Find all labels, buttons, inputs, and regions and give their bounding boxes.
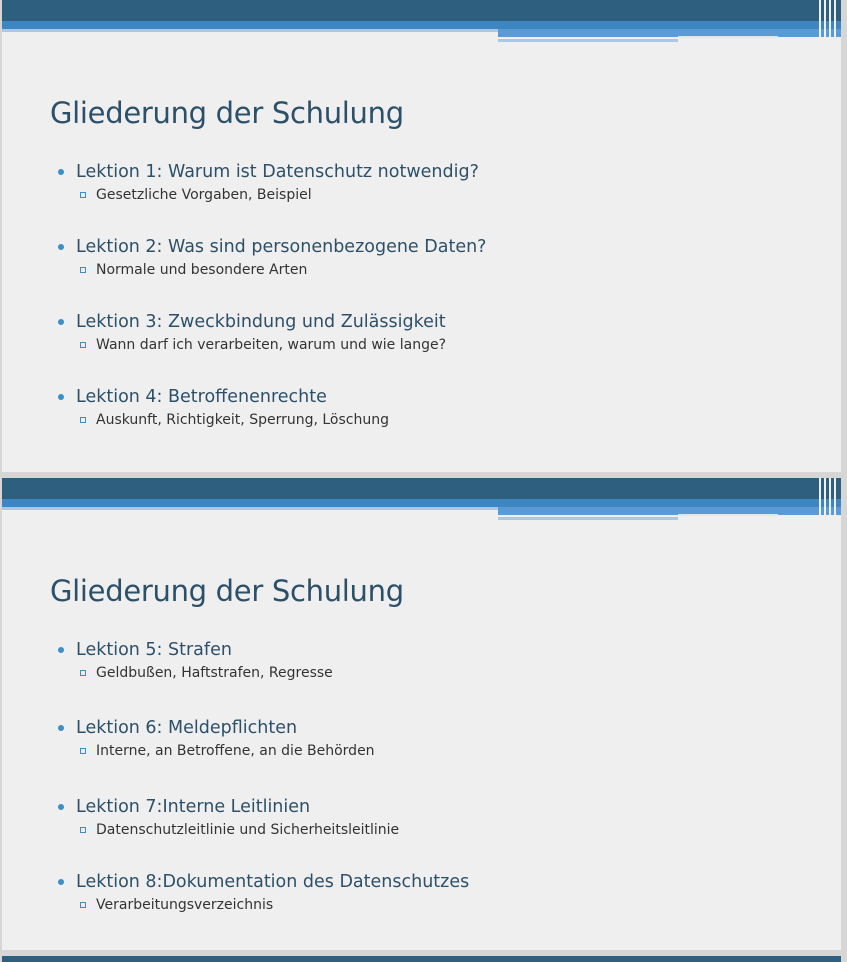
square-bullet-icon xyxy=(80,342,86,348)
lesson-item xyxy=(58,385,486,460)
header-band-right xyxy=(498,507,841,515)
lesson-label: Lektion 3: Zweckbindung und Zulässigkeit xyxy=(76,312,446,332)
header-accent-line-light xyxy=(678,36,778,38)
header-stripes xyxy=(815,478,841,522)
lesson-item xyxy=(58,795,469,870)
bullet-dot-icon xyxy=(58,804,64,810)
header-accent-line-light xyxy=(678,514,778,516)
header-band-dark xyxy=(2,478,841,499)
header-band-right xyxy=(498,29,841,37)
slide-title: Gliederung der Schulung xyxy=(50,574,404,608)
square-bullet-icon xyxy=(80,827,86,833)
square-bullet-icon xyxy=(80,192,86,198)
lesson-label: Lektion 8:Dokumentation des Datenschutzes xyxy=(76,872,470,892)
lesson-item xyxy=(58,310,486,385)
header-band-dark xyxy=(2,0,841,21)
header-accent-line xyxy=(498,517,678,520)
slide-2 xyxy=(2,478,841,950)
lesson-subtopic: Datenschutzleitlinie und Sicherheitsleitlinie xyxy=(96,822,400,838)
lesson-subtopic: Auskunft, Richtigkeit, Sperrung, Löschung xyxy=(96,412,389,428)
lesson-label: Lektion 4: Betroffenenrechte xyxy=(76,387,327,407)
square-bullet-icon xyxy=(80,902,86,908)
square-bullet-icon xyxy=(80,748,86,754)
lesson-subtopic: Geldbußen, Haftstrafen, Regresse xyxy=(96,665,333,681)
square-bullet-icon xyxy=(80,267,86,273)
lesson-subtopic: Verarbeitungsverzeichnis xyxy=(96,897,274,913)
header-accent-line xyxy=(498,39,678,42)
lesson-label: Lektion 6: Meldepflichten xyxy=(76,718,298,738)
slide-1 xyxy=(2,0,841,472)
bullet-dot-icon xyxy=(58,647,64,653)
slide-title: Gliederung der Schulung xyxy=(50,96,404,130)
header-band-blue xyxy=(2,21,841,29)
bullet-dot-icon xyxy=(58,319,64,325)
lesson-subtopic: Gesetzliche Vorgaben, Beispiel xyxy=(96,187,312,203)
bullet-dot-icon xyxy=(58,244,64,250)
lesson-subtopic: Interne, an Betroffene, an die Behörden xyxy=(96,743,375,759)
lesson-item xyxy=(58,870,469,945)
header-band-light xyxy=(2,29,498,32)
lesson-label: Lektion 5: Strafen xyxy=(76,640,232,660)
lesson-label: Lektion 1: Warum ist Datenschutz notwendig? xyxy=(76,162,479,182)
header-stripes xyxy=(815,0,841,44)
lesson-item xyxy=(58,638,469,716)
bullet-dot-icon xyxy=(58,394,64,400)
lesson-item xyxy=(58,716,469,795)
bullet-dot-icon xyxy=(58,879,64,885)
header-band-light xyxy=(2,507,498,510)
header-band-blue xyxy=(2,499,841,507)
lesson-item xyxy=(58,160,486,235)
bullet-dot-icon xyxy=(58,725,64,731)
square-bullet-icon xyxy=(80,417,86,423)
bullet-dot-icon xyxy=(58,169,64,175)
lesson-list xyxy=(58,160,486,460)
lesson-subtopic: Normale und besondere Arten xyxy=(96,262,308,278)
lesson-label: Lektion 2: Was sind personenbezogene Daten? xyxy=(76,237,487,257)
lesson-label: Lektion 7:Interne Leitlinien xyxy=(76,797,311,817)
square-bullet-icon xyxy=(80,670,86,676)
lesson-item xyxy=(58,235,486,310)
lesson-list xyxy=(58,638,469,945)
lesson-subtopic: Wann darf ich verarbeiten, warum und wie lange? xyxy=(96,337,446,353)
next-slide-edge xyxy=(2,956,841,962)
